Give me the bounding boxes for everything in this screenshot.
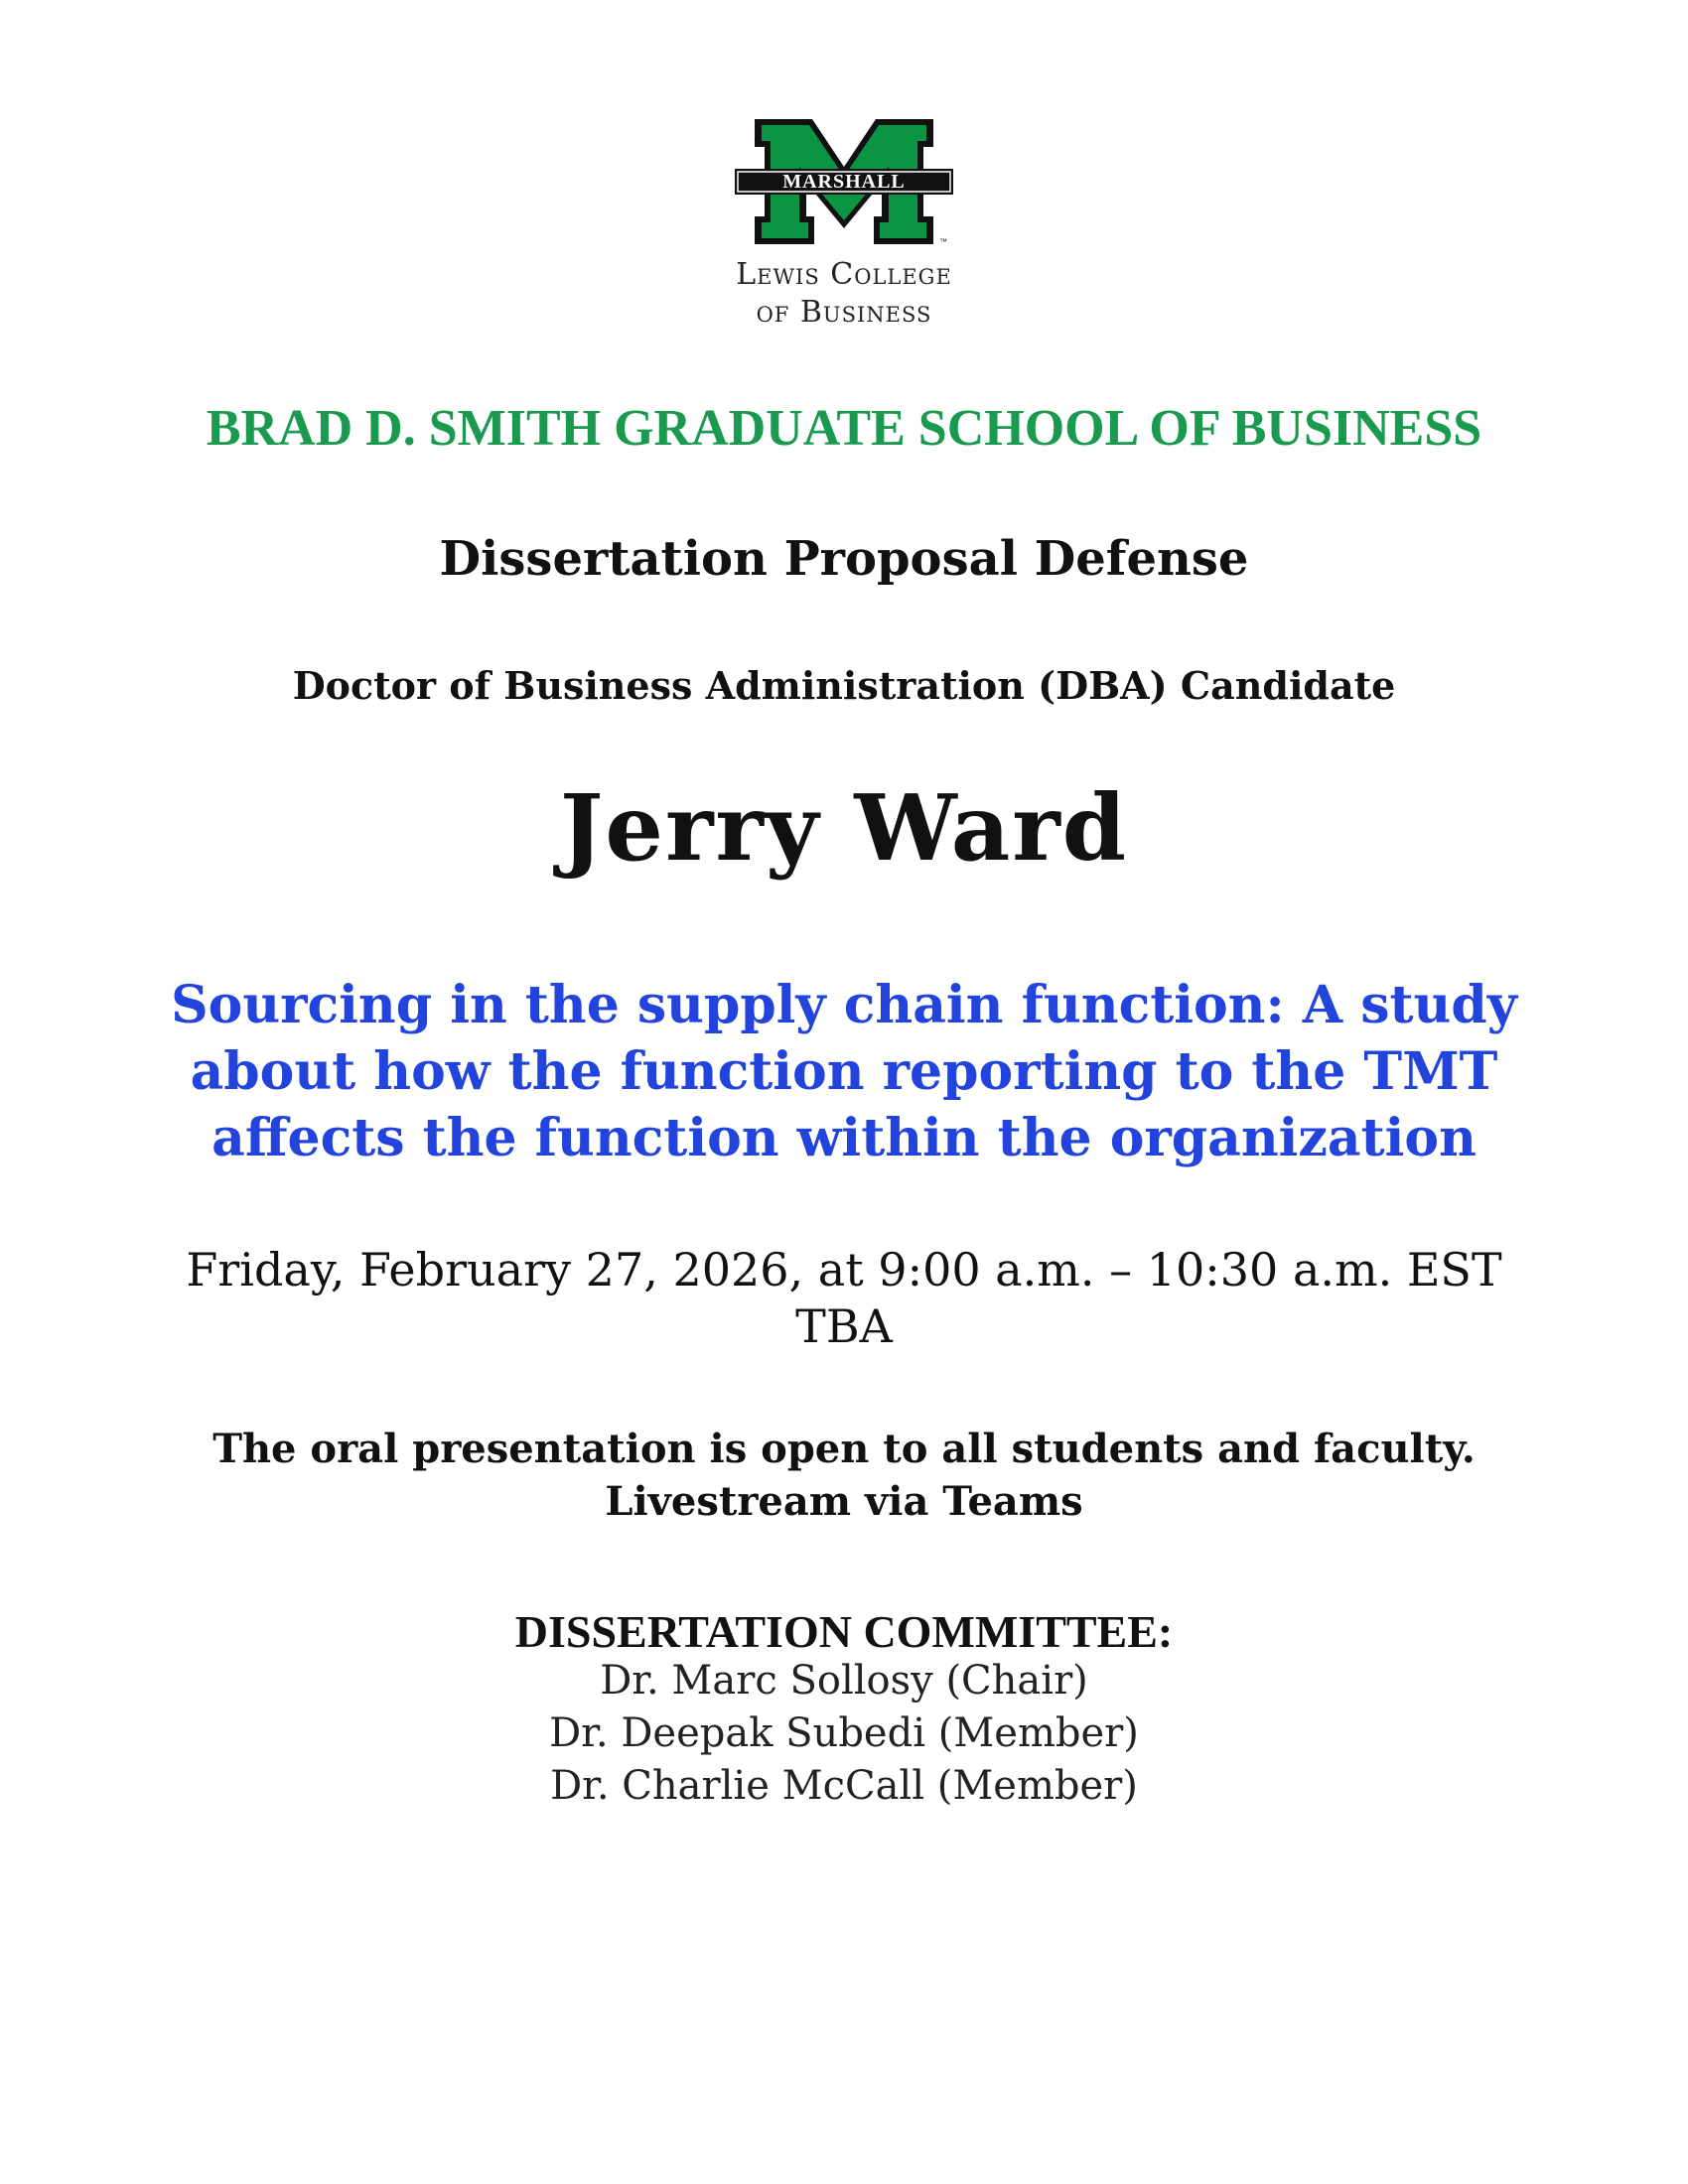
college-line-1: Lewis College [736, 257, 952, 292]
open-note: The oral presentation is open to all students and faculty. [212, 1426, 1476, 1472]
school-name: BRAD D. SMITH GRADUATE SCHOOL OF BUSINESS [206, 400, 1482, 457]
college-name-line-1 [0, 256, 1688, 294]
committee-member: Dr. Marc Sollosy (Chair) [600, 1658, 1088, 1704]
college-name-line-2 [0, 294, 1688, 332]
dissertation-title-line: Sourcing in the supply chain function: A study [171, 975, 1517, 1035]
livestream-note: Livestream via Teams [605, 1478, 1083, 1525]
event-location: TBA [795, 1299, 893, 1353]
committee-heading: DISSERTATION COMMITTEE: [514, 1606, 1174, 1657]
trademark-symbol: ™ [939, 237, 947, 246]
dissertation-title-line: affects the function within the organization [211, 1108, 1477, 1168]
committee-member: Dr. Charlie McCall (Member) [550, 1763, 1138, 1809]
college-line-2: of Business [756, 295, 932, 330]
event-datetime: Friday, February 27, 2026, at 9:00 a.m. – 10:30 a.m. EST [186, 1243, 1502, 1297]
candidate-label: Doctor of Business Administration (DBA) Candidate [292, 663, 1396, 708]
dissertation-title-line: about how the function reporting to the TMT [190, 1041, 1498, 1102]
candidate-name: Jerry Ward [559, 774, 1129, 882]
marshall-wordmark: MARSHALL [782, 171, 906, 193]
committee-member: Dr. Deepak Subedi (Member) [549, 1710, 1139, 1756]
event-type: Dissertation Proposal Defense [439, 531, 1249, 587]
marshall-m-logo [735, 117, 953, 246]
